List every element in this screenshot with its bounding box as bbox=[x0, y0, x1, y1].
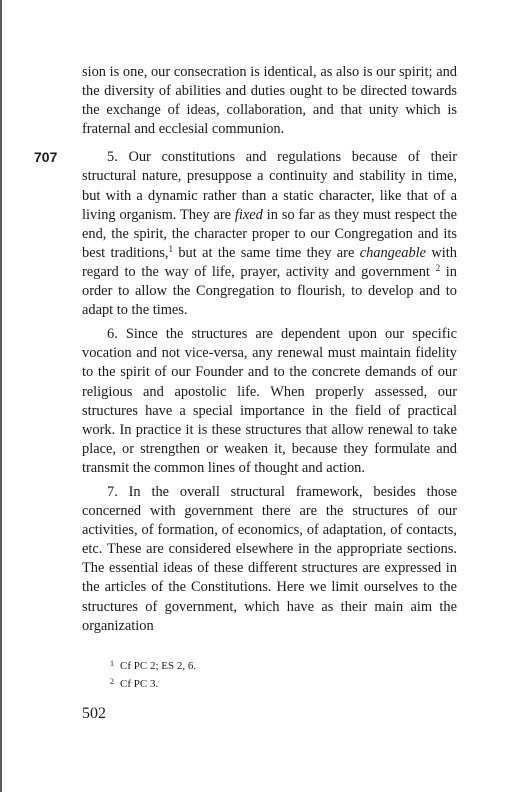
page-edge-rule bbox=[0, 0, 2, 792]
footnotes bbox=[110, 656, 196, 692]
margin-paragraph-number: 707 bbox=[34, 149, 58, 165]
paragraph-5-text-e: in order to allow the Congregation to flourish, to develop and to adapt to the times. bbox=[82, 263, 457, 319]
footnote-ref-1: 1 bbox=[168, 243, 173, 254]
footnote-1 bbox=[110, 656, 196, 674]
paragraph-continuation: sion is one, our consecration is identical, as also is our spirit; and the diversity of abilities and duties ought to be directed towards the exchange of ideas, collaboration, and that unity which is fraternal and ecclesial communion. bbox=[82, 64, 457, 138]
paragraph-5-text-b: in so far as they must respect the end, the spirit, the character proper to our Congregation and its best traditions, bbox=[82, 206, 457, 261]
emphasis-fixed: fixed bbox=[234, 206, 263, 223]
footnote-1-text: Cf PC 2; ES 2, 6. bbox=[120, 660, 197, 672]
paragraph-5-text-a: 5. Our constitutions and regulations because of their structural nature, presuppose a continuity and stability in time, but with a dynamic rather than a static character, like that of a living organism. They are bbox=[82, 149, 457, 223]
paragraph-5 bbox=[82, 148, 457, 320]
page-number: 502 bbox=[82, 705, 106, 722]
body-text bbox=[82, 63, 457, 636]
footnote-ref-2: 2 bbox=[435, 262, 441, 273]
paragraph-7: 7. In the overall structural framework, besides those concerned with government there are the structures of our activities, of formation, of economics, of adaptation, of contacts, etc. These are considered elsewhere in the appropriate sections. The essential ideas of these different structures are expressed in the articles of the Constitutions. Here we limit ourselves to the structures of government, which have as their main aim the organization bbox=[82, 483, 457, 634]
footnote-2-mark: 2 bbox=[110, 677, 114, 686]
paragraph-5-text-d: with regard to the way of life, prayer, activity and government bbox=[82, 244, 457, 280]
paragraph-6: 6. Since the structures are dependent upon our specific vocation and not vice-versa, any renewal must maintain fidelity to the spirit of our Founder and to the concrete demands of our religious and apostolic life. When properly assessed, our structures have a special importance in the field of practical work. In practice it is these structures that allow renewal to take place, or strengthen or weaken it, because they formulate and transmit the common lines of thought and action. bbox=[82, 326, 457, 476]
footnote-2-text: Cf PC 3. bbox=[120, 678, 159, 690]
emphasis-changeable: changeable bbox=[359, 244, 427, 261]
footnote-2 bbox=[110, 674, 196, 692]
paragraph-5-text-c: but at the same time they are bbox=[173, 244, 360, 261]
footnote-1-mark: 1 bbox=[110, 659, 114, 668]
